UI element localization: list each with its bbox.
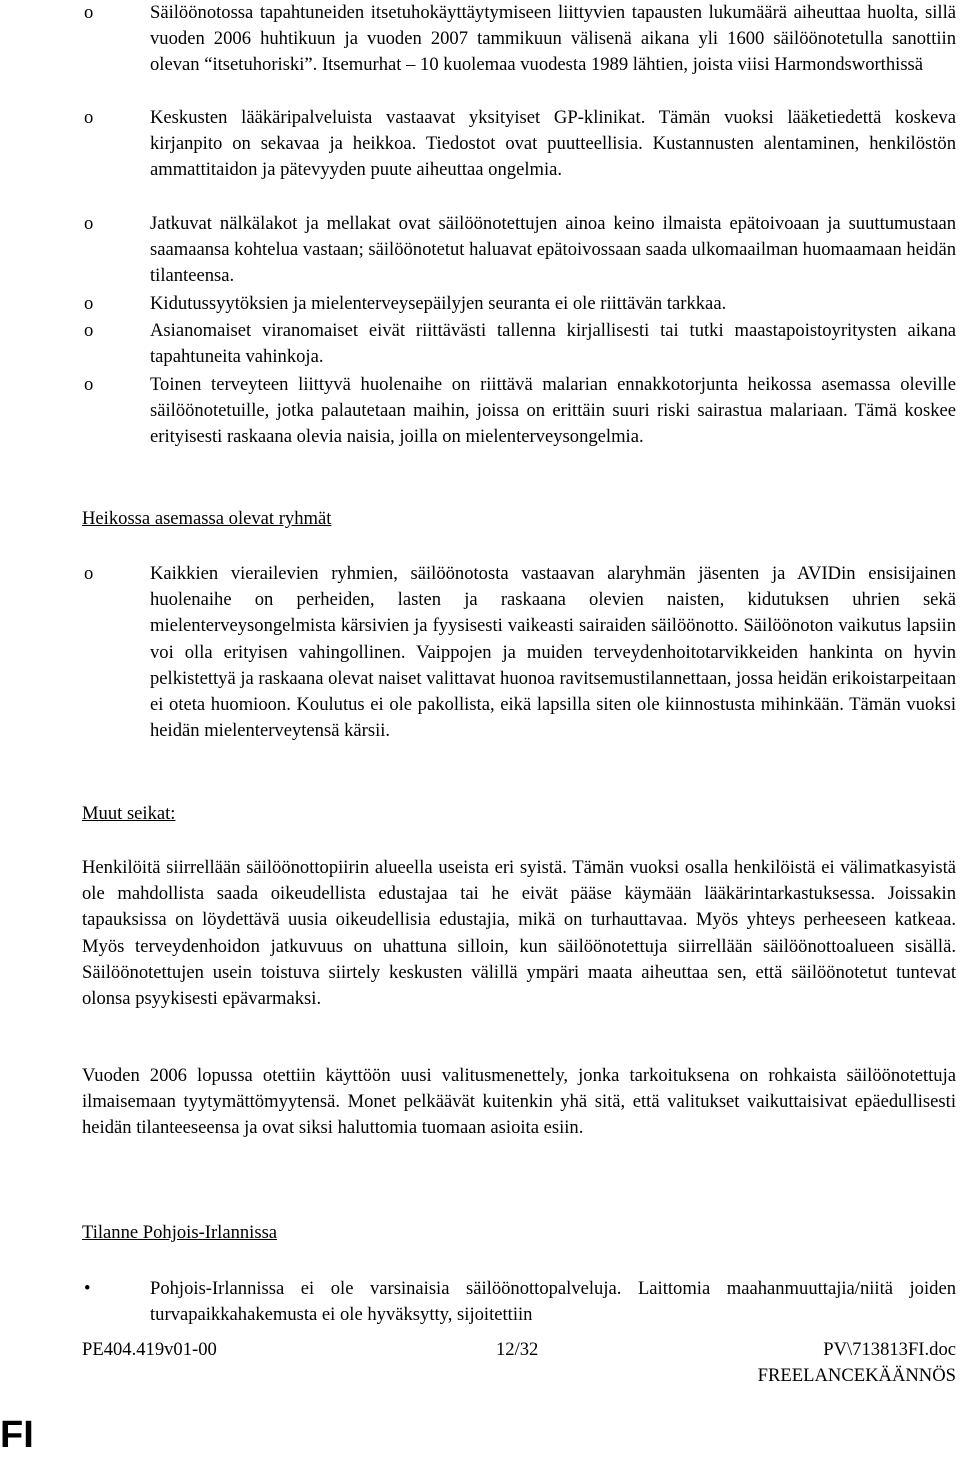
body-paragraph: Vuoden 2006 lopussa otettiin käyttöön uusi valitusmenettely, jonka tarkoituksena on rohkaista säilöönotettuja ilmaisemaan tyytymättömyytensä. Monet pelkäävät kuitenkin yhä sitä, että valitukset vaikuttaisivat epäedullisesti heidän tilanteeseensa ja ovat siksi haluttomia tuomaan asioita esiin. bbox=[82, 1065, 956, 1139]
list-item: Keskusten lääkäripalveluista vastaavat yksityiset GP-klinikat. Tämän vuoksi lääketiedettä koskeva kirjanpito on sekavaa ja heikkoa. Tiedostot ovat puutteellisia. Kustannusten alentaminen, henkilöstön ammattitaidon ja pätevyyden puute aiheuttaa ongelmia. bbox=[150, 107, 956, 181]
list-bullet: • bbox=[84, 1278, 91, 1299]
language-tag: FI bbox=[0, 1414, 34, 1456]
list-item: Kaikkien vierailevien ryhmien, säilöönotosta vastaavan alaryhmän jäsenten ja AVIDin ensisijainen huolenaihe on perheiden, lasten ja raskaana olevien naisten, kidutuksen uhrien sekä mielenterveysongelmista kärsivien ja fyysisesti vaikeasti sairaiden säilöönotto. Säilöönoton vaikutus lapsiin voi olla erityisen vahingollinen. Vaippojen ja muiden terveydenhoitotarvikkeiden hankinta on hyvin pelkistettyä ja raskaana olevat naiset valittavat huonoa ravitsemustilannettaan, jossa heidän erikoistarpeitaan ei oteta huomioon. Koulutus ei ole pakollista, eikä lapsilla siten ole kiinnostusta mihinkään. Tämän vuoksi heidän mielenterveytensä kärsii. bbox=[150, 563, 956, 742]
list-bullet: o bbox=[84, 563, 94, 584]
footer-page-number: 12/32 bbox=[496, 1339, 539, 1360]
list-bullet: o bbox=[84, 213, 94, 234]
footer-file-name: PV\713813FI.doc bbox=[823, 1339, 956, 1360]
list-bullet: o bbox=[84, 2, 94, 23]
list-item: Toinen terveyteen liittyvä huolenaihe on riittävä malarian ennakkotorjunta heikossa asemassa oleville säilöönotetuille, jotka palautetaan maihin, joissa on erittäin suuri riski sairastua malariaan. Tämä koskee erityisesti raskaana olevia naisia, joilla on mielenterveysongelmia. bbox=[150, 374, 956, 448]
body-paragraph: Henkilöitä siirrellään säilöönottopiirin alueella useista eri syistä. Tämän vuoksi osalla henkilöistä ei välimatkasyistä ole mahdollista saada oikeudellista edustajaa tai he eivät pääse käymään lääkärintarkastuksessa. Joissakin tapauksissa on löydettävä uusia oikeudellisia edustajia, mikä on turhauttavaa. Myös yhteys perheeseen katkeaa. Myös terveydenhoidon jatkuvuus on uhattuna silloin, kun säilöönotettuja siirrellään säilöönottoalueen sisällä. Säilöönotettujen usein toistuva siirtely keskusten välillä ympäri maata aiheuttaa sen, että säilöönotetut tuntevat olonsa psyykisesti epävarmaksi. bbox=[82, 857, 956, 1010]
list-bullet: o bbox=[84, 107, 94, 128]
section-heading-northern-ireland: Tilanne Pohjois-Irlannissa bbox=[82, 1222, 278, 1243]
section-heading-other-matters: Muut seikat: bbox=[82, 803, 176, 824]
list-bullet: o bbox=[84, 320, 94, 341]
list-bullet: o bbox=[84, 374, 94, 395]
section-heading-vulnerable-groups: Heikossa asemassa olevat ryhmät bbox=[82, 508, 332, 529]
list-item: Kidutussyytöksien ja mielenterveysepäilyjen seuranta ei ole riittävän tarkkaa. bbox=[150, 293, 727, 314]
list-item: Pohjois-Irlannissa ei ole varsinaisia säilöönottopalveluja. Laittomia maahanmuuttajia/niitä joiden turvapaikkahakemusta ei ole hyväksytty, sijoitettiin bbox=[150, 1278, 956, 1326]
list-item: Säilöönotossa tapahtuneiden itsetuhokäyttäytymiseen liittyvien tapausten lukumäärä aiheuttaa huolta, sillä vuoden 2006 huhtikuun ja vuoden 2007 tammikuun välisenä aikana yli 1600 säilöönotetulla sanottiin olevan “itsetuhoriski”. Itsemurhat – 10 kuolemaa vuodesta 1989 lähtien, joista viisi Harmondsworthissä bbox=[150, 2, 956, 76]
footer-doc-reference: PE404.419v01-00 bbox=[82, 1339, 217, 1360]
list-bullet: o bbox=[84, 293, 94, 314]
list-item: Asianomaiset viranomaiset eivät riittävästi tallenna kirjallisesti tai tutki maastapoistoyritysten aikana tapahtuneita vahinkoja. bbox=[150, 320, 956, 368]
list-item: Jatkuvat nälkälakot ja mellakat ovat säilöönotettujen ainoa keino ilmaista epätoivoaan ja suuttumustaan saamaansa kohtelua vastaan; säilöönotetut haluavat epätoivossaan saada ulkomaailman huomaamaan heidän tilanteensa. bbox=[150, 213, 956, 287]
footer-translator: FREELANCEKÄÄNNÖS bbox=[757, 1365, 956, 1386]
